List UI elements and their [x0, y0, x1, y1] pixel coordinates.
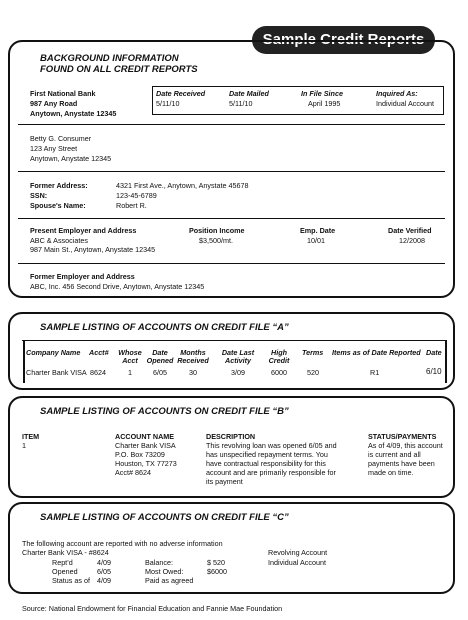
- col-whose-1: Whose: [118, 348, 142, 357]
- col-terms: Terms: [302, 348, 324, 357]
- c-reported-label: Rept’d: [52, 558, 73, 567]
- bank-name: First National Bank: [30, 89, 96, 98]
- row-terms: 520: [307, 368, 319, 377]
- background-divider-3: [18, 218, 445, 219]
- former-employer-value: ABC, Inc. 456 Second Drive, Anytown, Anystate 12345: [30, 282, 205, 291]
- row-whose: 1: [128, 368, 132, 377]
- row-last-activity: 3/09: [231, 368, 245, 377]
- in-file-since-label: In File Since: [301, 89, 343, 98]
- account-name-line-4: Acct# 8624: [115, 468, 151, 477]
- c-status-label: Status as of: [52, 576, 90, 585]
- credit-file-a-left-bar: [23, 340, 25, 383]
- credit-file-c-heading: SAMPLE LISTING OF ACCOUNTS ON CREDIT FILE “C”: [40, 512, 289, 523]
- c-balance-label: Balance:: [145, 558, 173, 567]
- c-most-owed-label: Most Owed:: [145, 567, 184, 576]
- account-name-line-3: Houston, TX 77273: [115, 459, 177, 468]
- col-high-credit-2: Credit: [268, 356, 290, 365]
- ssn-value: 123-45-6789: [116, 191, 157, 200]
- account-name-label: ACCOUNT NAME: [115, 432, 175, 441]
- c-reported-value: 4/09: [97, 558, 111, 567]
- background-divider-1: [18, 124, 445, 125]
- description-line-3: have contractual responsibility for this: [206, 459, 326, 468]
- background-heading-line2: FOUND ON ALL CREDIT REPORTS: [40, 64, 198, 75]
- col-company-name: Company Name: [26, 348, 81, 357]
- credit-file-b-heading: SAMPLE LISTING OF ACCOUNTS ON CREDIT FILE “B”: [40, 406, 289, 417]
- col-last-activity-2: Activity: [225, 356, 251, 365]
- col-months-1: Months: [180, 348, 206, 357]
- col-opened-2: Opened: [146, 356, 174, 365]
- item-label: ITEM: [22, 432, 40, 441]
- row-company: Charter Bank VISA: [26, 368, 87, 377]
- status-payments-label: STATUS/PAYMENTS: [368, 432, 437, 441]
- spouse-label: Spouse's Name:: [30, 201, 86, 210]
- consumer-street: 123 Any Street: [30, 144, 78, 153]
- date-received-label: Date Received: [156, 89, 206, 98]
- credit-file-a-rule: [22, 340, 446, 341]
- status-line-4: made on time.: [368, 468, 414, 477]
- description-line-5: its payment: [206, 477, 243, 486]
- bank-city: Anytown, Anystate 12345: [30, 109, 117, 118]
- c-paid-as-agreed: Paid as agreed: [145, 576, 194, 585]
- date-verified-label: Date Verified: [388, 226, 432, 235]
- present-employer-label: Present Employer and Address: [30, 226, 137, 235]
- employer-address: 987 Main St., Anytown, Anystate 12345: [30, 245, 156, 254]
- date-verified-value: 12/2008: [399, 236, 425, 245]
- col-months-2: Received: [177, 356, 209, 365]
- row-opened: 6/05: [153, 368, 167, 377]
- row-items: R1: [370, 368, 380, 377]
- account-name-line-2: P.O. Box 73209: [115, 450, 165, 459]
- employer-name: ABC & Associates: [30, 236, 88, 245]
- c-intro: The following account are reported with no adverse information: [22, 539, 223, 548]
- status-line-2: is current and all: [368, 450, 421, 459]
- date-received-value: 5/11/10: [156, 99, 180, 108]
- emp-date-label: Emp. Date: [300, 226, 336, 235]
- c-most-owed-value: $6000: [207, 567, 227, 576]
- emp-date-value: 10/01: [307, 236, 325, 245]
- status-line-1: As of 4/09, this account: [368, 441, 443, 450]
- spouse-value: Robert R.: [116, 201, 147, 210]
- former-address-label: Former Address:: [30, 181, 88, 190]
- col-high-credit-1: High: [271, 348, 287, 357]
- col-acct: Acct#: [89, 348, 109, 357]
- c-balance-value: $ 520: [207, 558, 225, 567]
- col-items: Items as of Date Reported: [332, 348, 421, 357]
- col-whose-2: Acct: [122, 356, 138, 365]
- source-note: Source: National Endowment for Financial Education and Fannie Mae Foundation: [22, 604, 283, 613]
- inquired-as-label: Inquired As:: [376, 89, 418, 98]
- bank-street: 987 Any Road: [30, 99, 78, 108]
- position-income-label: Position Income: [189, 226, 245, 235]
- title-badge: Sample Credit Reports: [252, 26, 435, 54]
- background-heading-line1: BACKGROUND INFORMATION: [40, 53, 179, 64]
- description-line-4: account and are primarily responsible for: [206, 468, 336, 477]
- c-individual-account: Individual Account: [268, 558, 326, 567]
- account-name-line-1: Charter Bank VISA: [115, 441, 176, 450]
- description-label: DESCRIPTION: [206, 432, 256, 441]
- description-line-2: has unspecified repayment terms. You: [206, 450, 328, 459]
- col-opened-1: Date: [152, 348, 168, 357]
- row-high-credit: 6000: [271, 368, 287, 377]
- background-divider-4: [18, 263, 445, 264]
- c-opened-label: Opened: [52, 567, 78, 576]
- c-revolving-account: Revolving Account: [268, 548, 328, 557]
- col-date: Date: [426, 348, 442, 357]
- row-date: 6/10: [426, 367, 442, 376]
- c-opened-value: 6/05: [97, 567, 111, 576]
- item-value: 1: [22, 441, 26, 450]
- row-months: 30: [189, 368, 197, 377]
- ssn-label: SSN:: [30, 191, 48, 200]
- consumer-name: Betty G. Consumer: [30, 134, 92, 143]
- consumer-city: Anytown, Anystate 12345: [30, 154, 112, 163]
- status-line-3: payments have been: [368, 459, 435, 468]
- c-status-value: 4/09: [97, 576, 111, 585]
- description-line-1: This revolving loan was opened 6/05 and: [206, 441, 337, 450]
- date-mailed-value: 5/11/10: [229, 99, 253, 108]
- c-account: Charter Bank VISA - #8624: [22, 548, 109, 557]
- row-acct: 8624: [90, 368, 106, 377]
- former-address-value: 4321 First Ave., Anytown, Anystate 45678: [116, 181, 249, 190]
- in-file-since-value: April 1995: [308, 99, 341, 108]
- credit-file-a-heading: SAMPLE LISTING OF ACCOUNTS ON CREDIT FILE “A”: [40, 322, 289, 333]
- former-employer-label: Former Employer and Address: [30, 272, 135, 281]
- background-divider-2: [18, 171, 445, 172]
- position-income-value: $3,500/mt.: [199, 236, 233, 245]
- date-mailed-label: Date Mailed: [229, 89, 269, 98]
- inquired-as-value: Individual Account: [376, 99, 434, 108]
- background-panel: [8, 40, 455, 298]
- col-last-activity-1: Date Last: [221, 348, 255, 357]
- credit-file-a-right-bar: [445, 340, 447, 383]
